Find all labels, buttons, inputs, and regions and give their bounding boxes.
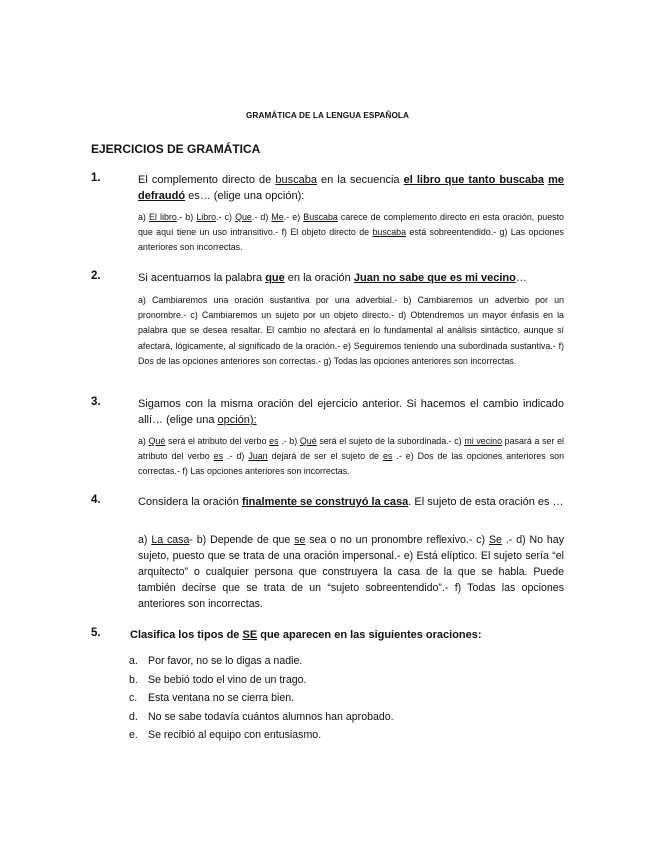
question-number: 3. xyxy=(91,396,101,408)
list-letter: a. xyxy=(129,655,138,667)
question-number: 1. xyxy=(91,172,101,184)
list-item xyxy=(129,727,569,746)
question-number: 2. xyxy=(91,270,101,282)
list-item xyxy=(129,690,569,709)
list-letter: c. xyxy=(129,692,138,704)
question-number: 5. xyxy=(91,627,101,639)
sentence-list xyxy=(129,653,569,746)
question-2-options: a) Cambiaremos una oración sustantiva por una adverbial.- b) Cambiaremos un adverbio por un pronombre.- c) Cambiaremos un sujeto por un objeto directo.- d) Obtendremos un mayor énfasis en la palabra que se desea resaltar. El cambio no afectará en lo fundamental al análisis sintáctico, aunque sí afectará, lógicamente, al significado de la oración.- e) Seguiremos teniendo una subordinada sustantiva.- f) Dos de las opciones anteriores son correctas.- g) Todas las opciones anteriores son incorrectas. xyxy=(138,295,564,366)
question-text: Si acentuamos la palabra que en la oración Juan no sabe que es mi vecino… xyxy=(138,272,527,284)
list-text: Por favor, no se lo digas a nadie. xyxy=(148,655,303,667)
list-item xyxy=(129,672,569,691)
list-text: Se recibió al equipo con entusiasmo. xyxy=(148,729,322,741)
list-text: Esta ventana no se cierra bien. xyxy=(148,692,295,704)
list-item xyxy=(129,653,569,672)
section-title: EJERCICIOS DE GRAMÁTICA xyxy=(91,142,261,156)
question-number: 4. xyxy=(91,494,101,506)
list-letter: d. xyxy=(129,710,138,723)
question-text: Sigamos con la misma oración del ejercicio anterior. Si hacemos el cambio indicado allí… (elige una opción): xyxy=(138,398,564,426)
question-text: Considera la oración finalmente se construyó la casa. El sujeto de esta oración es … xyxy=(138,496,564,508)
list-item xyxy=(129,709,569,728)
list-text: Se bebió todo el vino de un trago. xyxy=(148,673,307,686)
question-text: El complemento directo de buscaba en la secuencia el libro que tanto buscaba me defraudó es… (elige una opción): xyxy=(138,174,564,202)
list-letter: e. xyxy=(129,729,138,741)
question-1-options: a) El libro.- b) Libro.- c) Que.- d) Me.- e) Buscaba carece de complemento directo en esta oración, puesto que aquí tiene un uso intransitivo.- f) El objeto directo de buscaba está sobreentendido.- g) Las opciones anteriores son incorrectas. xyxy=(138,212,564,253)
document-title: GRAMÁTICA DE LA LENGUA ESPAÑOLA xyxy=(245,111,410,120)
question-3-options: a) Qué será el atributo del verbo es .- b) Qué será el sujeto de la subordinada.- c) mi vecino pasará a ser el atributo del verbo es .- d) Juan dejará de ser el sujeto de es .- e) Dos de las opciones anteriores son correctas.- f) Las opciones anteriores son incorrectas. xyxy=(138,436,565,477)
list-letter: b. xyxy=(129,673,138,686)
list-text: No se sabe todavía cuántos alumnos han aprobado. xyxy=(148,710,394,723)
question-text: Clasifica los tipos de SE que aparecen en las siguientes oraciones: xyxy=(130,629,482,641)
question-4-options: a) La casa- b) Depende de que se sea o no un pronombre reflexivo.- c) Se .- d) No hay sujeto, puesto que se trata de una oración impersonal.- e) Está elíptico. El sujeto sería “el arquitecto” o cualquier persona que construyera la casa de la que se habla. Puede también decirse que se trata de un “sujeto sobreentendido”.- f) Todas las opciones anteriores son incorrectas. xyxy=(138,534,564,610)
